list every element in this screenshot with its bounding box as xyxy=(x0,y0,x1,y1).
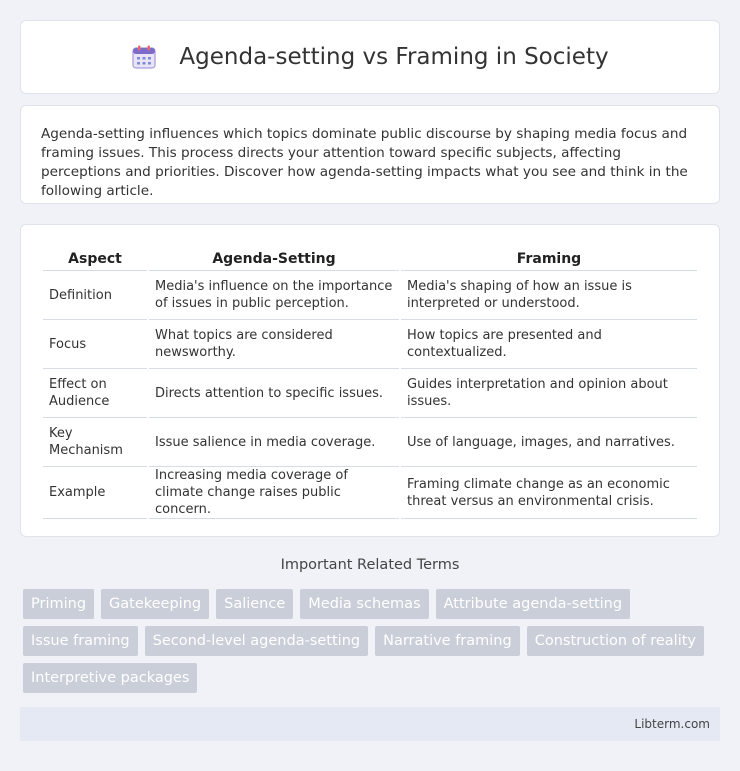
row-aspect: Key Mechanism xyxy=(43,418,147,467)
header-agenda-setting: Agenda-Setting xyxy=(149,244,399,271)
calendar-icon xyxy=(131,44,157,70)
row-aspect: Example xyxy=(43,467,147,519)
row-aspect: Focus xyxy=(43,320,147,369)
row-aspect: Effect on Audience xyxy=(43,369,147,418)
row-framing: Framing climate change as an economic threat versus an environmental crisis. xyxy=(401,467,697,519)
table-row xyxy=(43,369,697,418)
row-framing: Media's shaping of how an issue is interpreted or understood. xyxy=(401,271,697,320)
related-term-tag[interactable]: Salience xyxy=(216,589,293,619)
header-framing: Framing xyxy=(401,244,697,271)
title-card xyxy=(20,20,720,94)
row-agenda-setting: Increasing media coverage of climate change raises public concern. xyxy=(149,467,399,519)
row-agenda-setting: Directs attention to specific issues. xyxy=(149,369,399,418)
related-term-tag[interactable]: Priming xyxy=(23,589,94,619)
footer xyxy=(20,707,720,741)
related-term-tag[interactable]: Narrative framing xyxy=(375,626,520,656)
table-row xyxy=(43,271,697,320)
table-row xyxy=(43,418,697,467)
row-framing: Use of language, images, and narratives. xyxy=(401,418,697,467)
table-header-row xyxy=(43,244,697,271)
related-term-tag[interactable]: Issue framing xyxy=(23,626,138,656)
intro-text: Agenda-setting influences which topics dominate public discourse by shaping media focus and framing issues. This process directs your attention toward specific subjects, affecting perceptions and priorities. Discover how agenda-setting impacts what you see and think in the following article. xyxy=(41,126,688,199)
related-term-tag[interactable]: Media schemas xyxy=(300,589,428,619)
row-agenda-setting: Issue salience in media coverage. xyxy=(149,418,399,467)
intro-card xyxy=(20,105,720,204)
row-agenda-setting: Media's influence on the importance of issues in public perception. xyxy=(149,271,399,320)
row-agenda-setting: What topics are considered newsworthy. xyxy=(149,320,399,369)
header-aspect: Aspect xyxy=(43,244,147,271)
comparison-card xyxy=(20,224,720,537)
row-framing: Guides interpretation and opinion about issues. xyxy=(401,369,697,418)
footer-site-link[interactable]: Libterm.com xyxy=(634,717,710,731)
row-framing: How topics are presented and contextualized. xyxy=(401,320,697,369)
table-row xyxy=(43,320,697,369)
related-term-tag[interactable]: Interpretive packages xyxy=(23,663,197,693)
page-title: Agenda-setting vs Framing in Society xyxy=(179,44,609,70)
related-terms-title: Important Related Terms xyxy=(280,557,460,573)
related-term-tag[interactable]: Construction of reality xyxy=(527,626,704,656)
table-row xyxy=(43,467,697,519)
row-aspect: Definition xyxy=(43,271,147,320)
related-term-tag[interactable]: Attribute agenda-setting xyxy=(436,589,630,619)
related-term-tag[interactable]: Gatekeeping xyxy=(101,589,209,619)
related-term-tag[interactable]: Second-level agenda-setting xyxy=(145,626,368,656)
comparison-table xyxy=(41,244,699,519)
related-terms-list xyxy=(23,589,723,700)
